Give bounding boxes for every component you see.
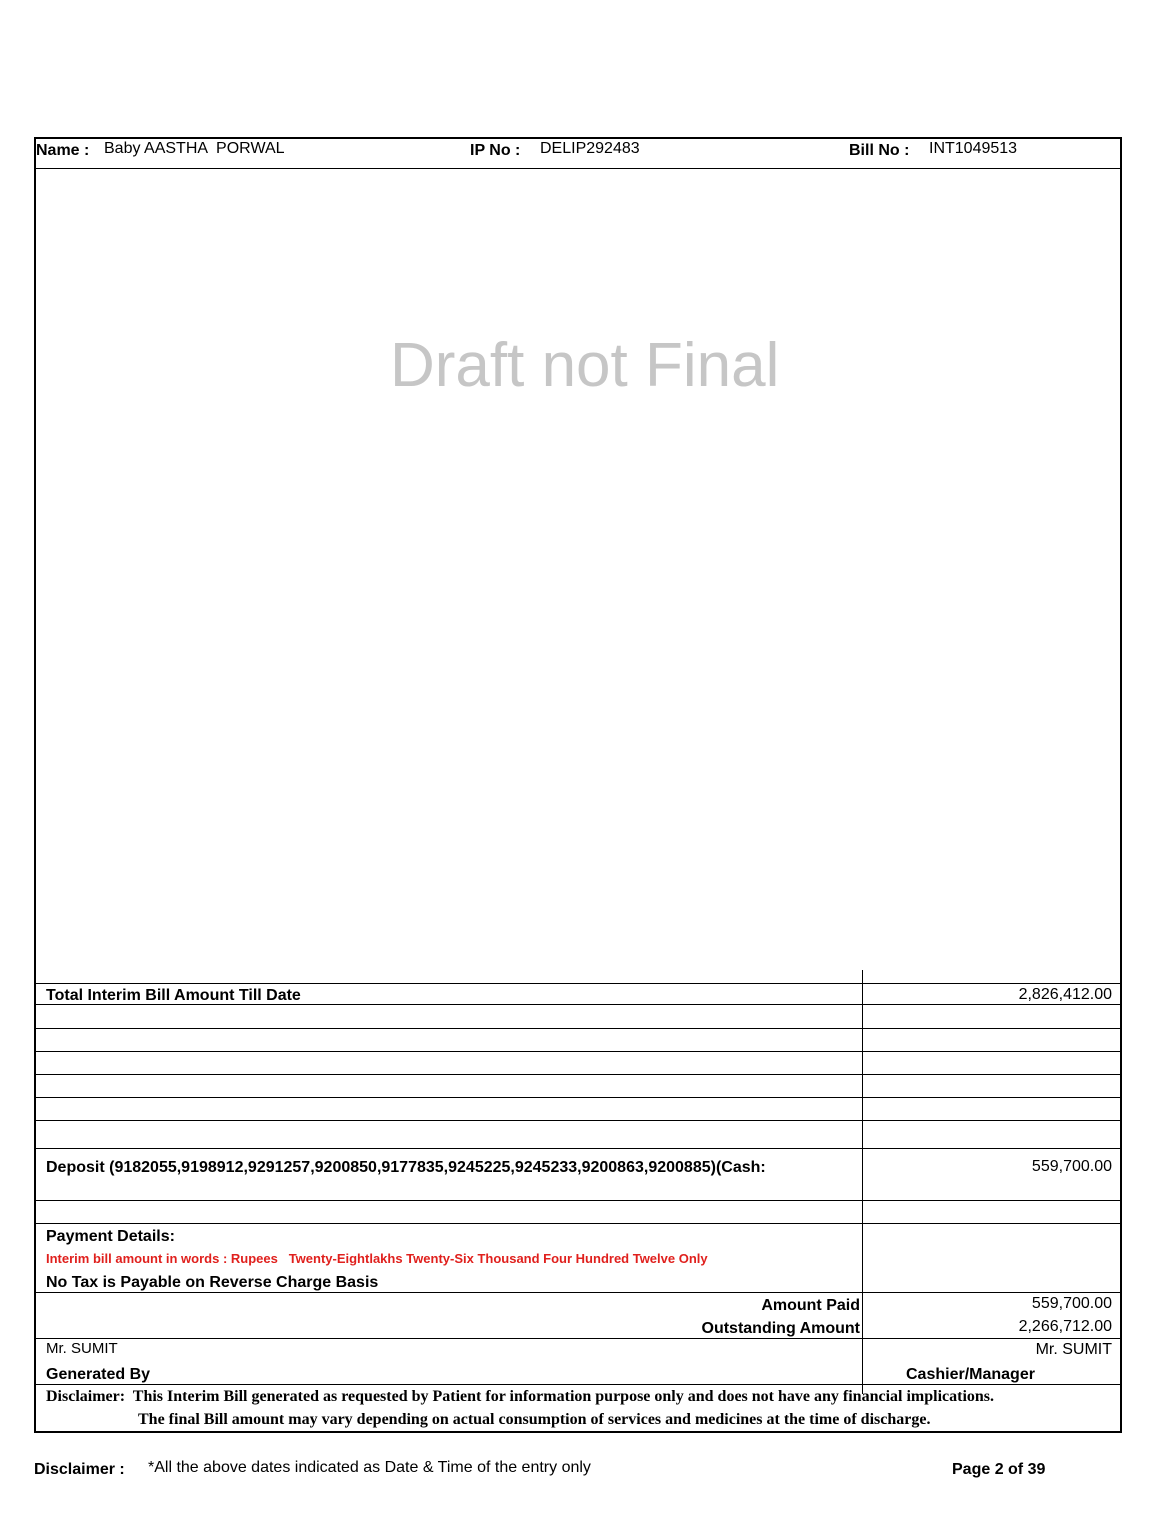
footer-disclaimer-text: *All the above dates indicated as Date & Time of the entry only — [148, 1459, 591, 1476]
payment-details-label: Payment Details: — [46, 1228, 175, 1245]
row-line — [34, 1120, 1122, 1121]
patient-name: Baby AASTHA PORWAL — [104, 140, 285, 157]
ip-number: DELIP292483 — [540, 140, 640, 157]
bill-label: Bill No : — [849, 142, 910, 159]
bill-number: INT1049513 — [929, 140, 1018, 157]
total-value: 2,826,412.00 — [1018, 986, 1112, 1003]
amount-paid-value: 559,700.00 — [1031, 1295, 1112, 1312]
cashier-label: Cashier/Manager — [906, 1366, 1035, 1383]
amount-paid-label: Amount Paid — [761, 1297, 860, 1314]
row-line — [34, 1074, 1122, 1075]
cashier-name: Mr. SUMIT — [1035, 1341, 1112, 1358]
total-label: Total Interim Bill Amount Till Date — [46, 987, 301, 1004]
no-tax-note: No Tax is Payable on Reverse Charge Basis — [46, 1274, 379, 1291]
column-divider — [862, 970, 863, 1394]
row-line — [34, 1338, 1122, 1339]
row-line — [34, 1223, 1122, 1224]
outstanding-label: Outstanding Amount — [701, 1320, 860, 1337]
row-line — [34, 1028, 1122, 1029]
footer-disclaimer-label: Disclaimer : — [34, 1461, 125, 1478]
disclaimer-line-1: Disclaimer: This Interim Bill generated as requested by Patient for information purpose only and does not have any financial implications. — [46, 1388, 995, 1405]
outstanding-value: 2,266,712.00 — [1018, 1318, 1112, 1335]
draft-watermark: Draft not Final — [390, 331, 780, 400]
row-line — [34, 1384, 1122, 1385]
row-line — [34, 1148, 1122, 1149]
header-divider — [34, 168, 1122, 169]
row-line — [34, 1200, 1122, 1201]
page-number: Page 2 of 39 — [952, 1461, 1046, 1478]
disclaimer-line-2: The final Bill amount may vary depending on actual consumption of services and medicines at the time of discharge. — [138, 1411, 931, 1428]
row-line — [34, 1292, 1122, 1293]
deposit-value: 559,700.00 — [1031, 1158, 1112, 1175]
deposit-label: Deposit (9182055,9198912,9291257,9200850,9177835,9245225,9245233,9200863,9200885)(Cash: — [46, 1159, 766, 1176]
ip-label: IP No : — [470, 142, 521, 159]
row-line — [34, 983, 1122, 984]
row-line — [34, 1097, 1122, 1098]
generated-by-name: Mr. SUMIT — [46, 1340, 118, 1357]
row-line — [34, 1051, 1122, 1052]
name-label: Name : — [36, 142, 90, 159]
generated-by-label: Generated By — [46, 1366, 151, 1383]
amount-in-words: Interim bill amount in words : Rupees Twenty-Eightlakhs Twenty-Six Thousand Four Hundred Twelve Only — [46, 1251, 708, 1266]
